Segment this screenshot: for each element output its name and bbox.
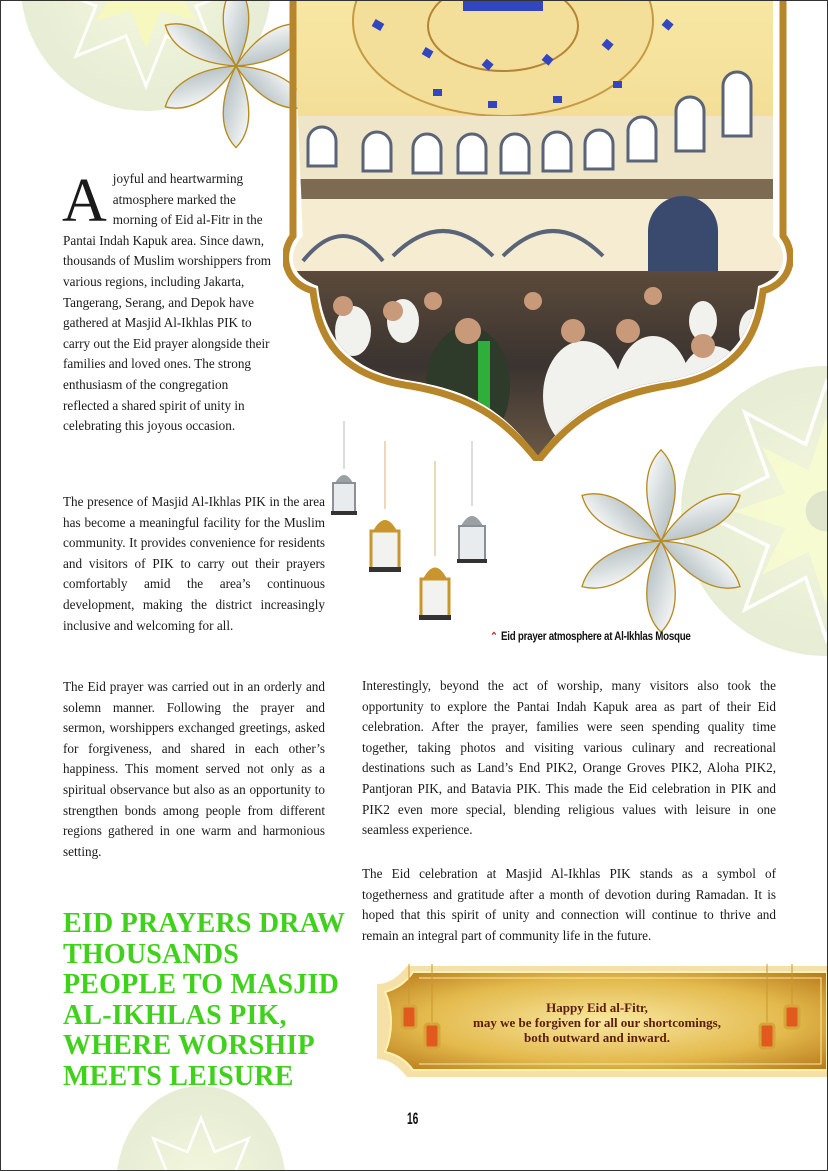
greeting-line: may we be forgiven for all our shortcomings, [473,1015,721,1030]
body-paragraph: The presence of Masjid Al-Ikhlas PIK in the area has become a meaningful facility for the Muslim community. It provides convenience for residents and visitors of PIK to carry out their prayers comfortably amid the area’s continuous development, making the district increasingly inclusive and welcoming for all. [63,494,325,633]
photo-caption [490,630,691,643]
intro-text: joyful and heartwarming atmosphere marked the morning of Eid al-Fitr in the Pantai Indah Kapuk area. Since dawn, thousands of Muslim worshippers from various regions, including Jakarta, Tangerang, Serang, and Depok have gathered at Masjid Al-Ikhlas PIK to carry out the Eid prayer alongside their families and loved ones. The strong enthusiasm of the congregation reflected a shared spirit of unity in celebrating this joyous occasion. [63,171,272,434]
mosque-photo [283,1,793,461]
body-paragraph: The Eid celebration at Masjid Al-Ikhlas PIK stands as a symbol of togetherness and gratitude after a month of devotion during Ramadan. It is hoped that this spirit of unity and connection will continue to thrive and remain an integral part of community life in the future. [362,866,776,943]
body-paragraph: The Eid prayer was carried out in an orderly and solemn manner. Following the prayer and sermon, worshippers exchanged greetings, asked for forgiveness, and shared in each other’s happiness. This moment served not only as a spiritual observance but also as an opportunity to strengthen bonds among people from different regions gathered in one warm and harmonious setting. [63,679,325,859]
intro-paragraph [63,169,275,437]
greeting-line: both outward and inward. [524,1030,670,1045]
caret-up-icon: ⌃ [490,631,498,643]
lantern-gold-icon [363,441,407,581]
greeting-text [437,1000,757,1045]
lantern-silver-icon [327,421,361,531]
eid-greeting-banner [377,964,827,1079]
decorative-flower-icon [566,446,756,636]
caption-text: Eid prayer atmosphere at Al-Ikhlas Mosque [500,631,691,643]
lantern-silver-icon [453,441,491,576]
lantern-gold-icon [413,461,457,626]
body-paragraph: Interestingly, beyond the act of worship, many visitors also took the opportunity to explore the Pantai Indah Kapuk area as part of their Eid celebration. After the prayer, families were seen spending quality time together, taking photos and visiting various culinary and recreational destinations such as Land’s End PIK2, Orange Groves PIK2, Aloha PIK2, Pantjoran PIK, and Batavia PIK. This made the Eid celebration in PIK and PIK2 even more special, blending religious values with leisure in one seamless experience. [362,678,776,838]
drop-cap: A [62,167,107,235]
article-headline: EID PRAYERS DRAW THOUSANDS PEOPLE TO MASJID AL-IKHLAS PIK, WHERE WORSHIP MEETS LEISURE [63,908,345,1092]
page-number: 16 [407,1109,419,1128]
greeting-line: Happy Eid al-Fitr, [546,1000,648,1015]
decorative-medallion-bottom [116,1086,286,1171]
